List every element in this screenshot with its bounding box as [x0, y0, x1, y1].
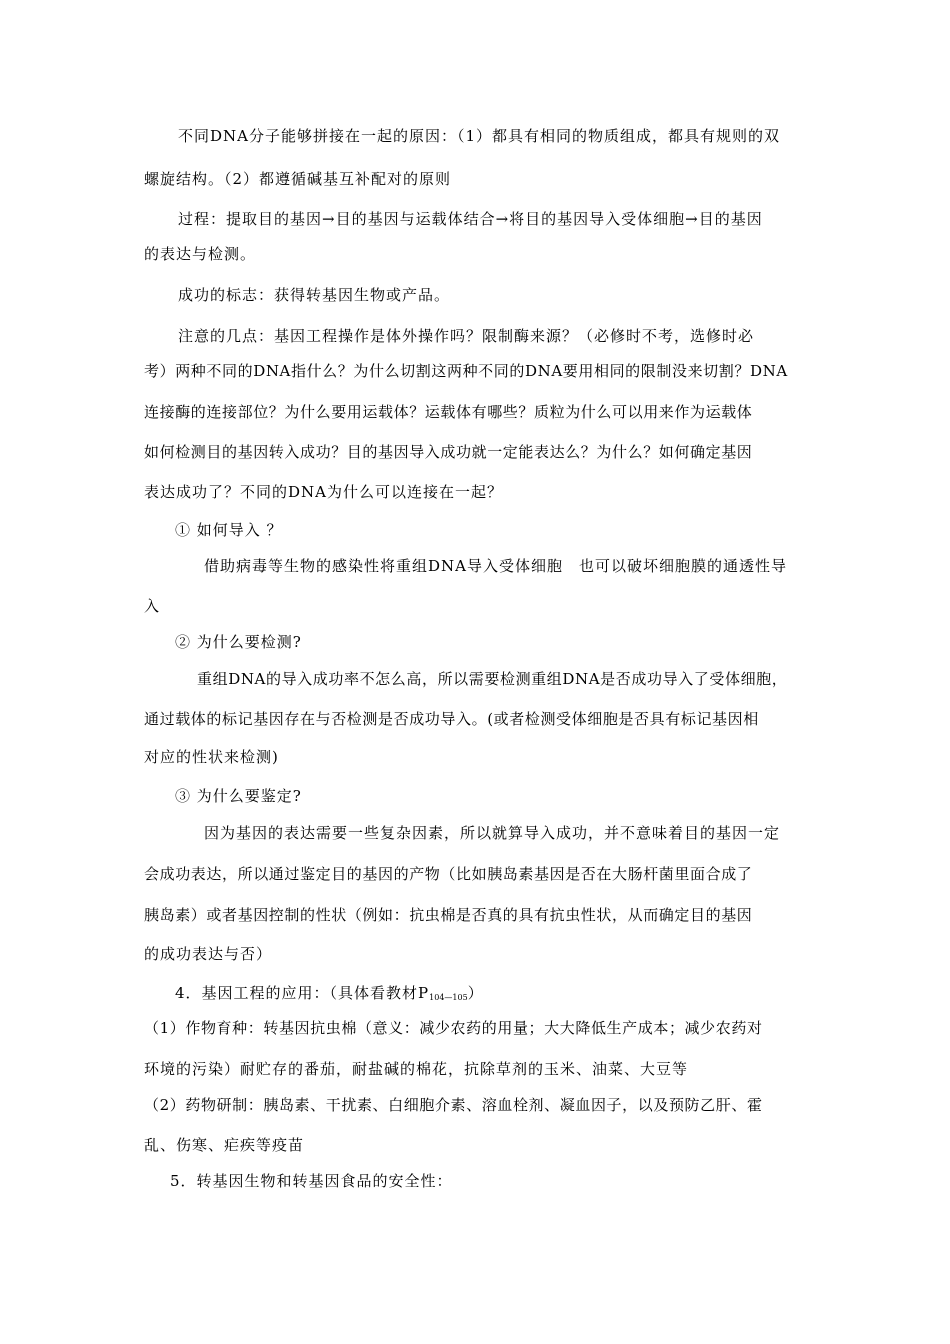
- page-range-subscript: 104—105: [429, 993, 468, 1002]
- text-line: 表达成功了？不同的DNA为什么可以连接在一起？: [144, 483, 503, 501]
- text-line: 会成功表达，所以通过鉴定目的基因的产物（比如胰岛素基因是否在大肠杆菌里面合成了: [144, 865, 753, 883]
- text-line: 连接酶的连接部位？为什么要用运载体？运载体有哪些？质粒为什么可以用来作为运载体: [144, 403, 753, 421]
- text-line: （2）药物研制：胰岛素、干扰素、白细胞介素、溶血栓剂、凝血因子，以及预防乙肝、霍: [144, 1096, 763, 1114]
- text-line: （1）作物育种：转基因抗虫棉（意义：减少农药的用量；大大降低生产成本；减少农药对: [144, 1019, 763, 1037]
- text-line: 考）两种不同的DNA指什么？为什么切割这两种不同的DNA要用相同的限制没来切割？DNA: [144, 362, 788, 380]
- text-line: 因为基因的表达需要一些复杂因素，所以就算导入成功，并不意味着目的基因一定: [204, 824, 781, 842]
- section-heading-close: ）: [467, 984, 484, 1002]
- text-line: 注意的几点：基因工程操作是体外操作吗？限制酶来源？（必修时不考，选修时必: [178, 327, 755, 345]
- text-line: 螺旋结构。（2）都遵循碱基互补配对的原则: [144, 170, 452, 188]
- text-line: 乱、伤寒、疟疾等疫苗: [144, 1136, 305, 1154]
- text-line: 环境的污染）耐贮存的番茄，耐盐碱的棉花，抗除草剂的玉米、油菜、大豆等: [144, 1060, 689, 1078]
- section-heading: [175, 984, 484, 1007]
- text-line: 重组DNA的导入成功率不怎么高，所以需要检测重组DNA是否成功导入了受体细胞，: [197, 670, 788, 688]
- text-line: 通过载体的标记基因存在与否检测是否成功导入。(或者检测受体细胞是否具有标记基因相: [144, 710, 759, 728]
- text-line: 借助病毒等生物的感染性将重组DNA导入受体细胞 也可以破坏细胞膜的通透性导: [204, 557, 787, 575]
- section-heading-text: 4．基因工程的应用：（具体看教材P: [175, 984, 430, 1002]
- text-line: 对应的性状来检测): [144, 748, 279, 766]
- text-line: 的表达与检测。: [144, 245, 257, 263]
- list-item-heading: ③ 为什么要鉴定?: [175, 787, 302, 805]
- list-item-heading: ② 为什么要检测?: [175, 633, 302, 651]
- list-item-heading: ① 如何导入 ？: [175, 521, 283, 539]
- text-line: 胰岛素）或者基因控制的性状（例如：抗虫棉是否真的具有抗虫性状，从而确定目的基因: [144, 906, 753, 924]
- text-line: 的成功表达与否）: [144, 945, 273, 963]
- text-line: 不同DNA分子能够拼接在一起的原因：（1）都具有相同的物质组成，都具有规则的双: [178, 127, 781, 145]
- text-line: 过程：提取目的基因→目的基因与运载体结合→将目的基因导入受体细胞→目的基因: [178, 210, 763, 228]
- text-line: 成功的标志：获得转基因生物或产品。: [178, 286, 451, 304]
- section-heading: 5．转基因生物和转基因食品的安全性：: [170, 1172, 453, 1190]
- text-line: 入: [144, 597, 161, 615]
- text-line: 如何检测目的基因转入成功？目的基因导入成功就一定能表达么？为什么？如何确定基因: [144, 443, 753, 461]
